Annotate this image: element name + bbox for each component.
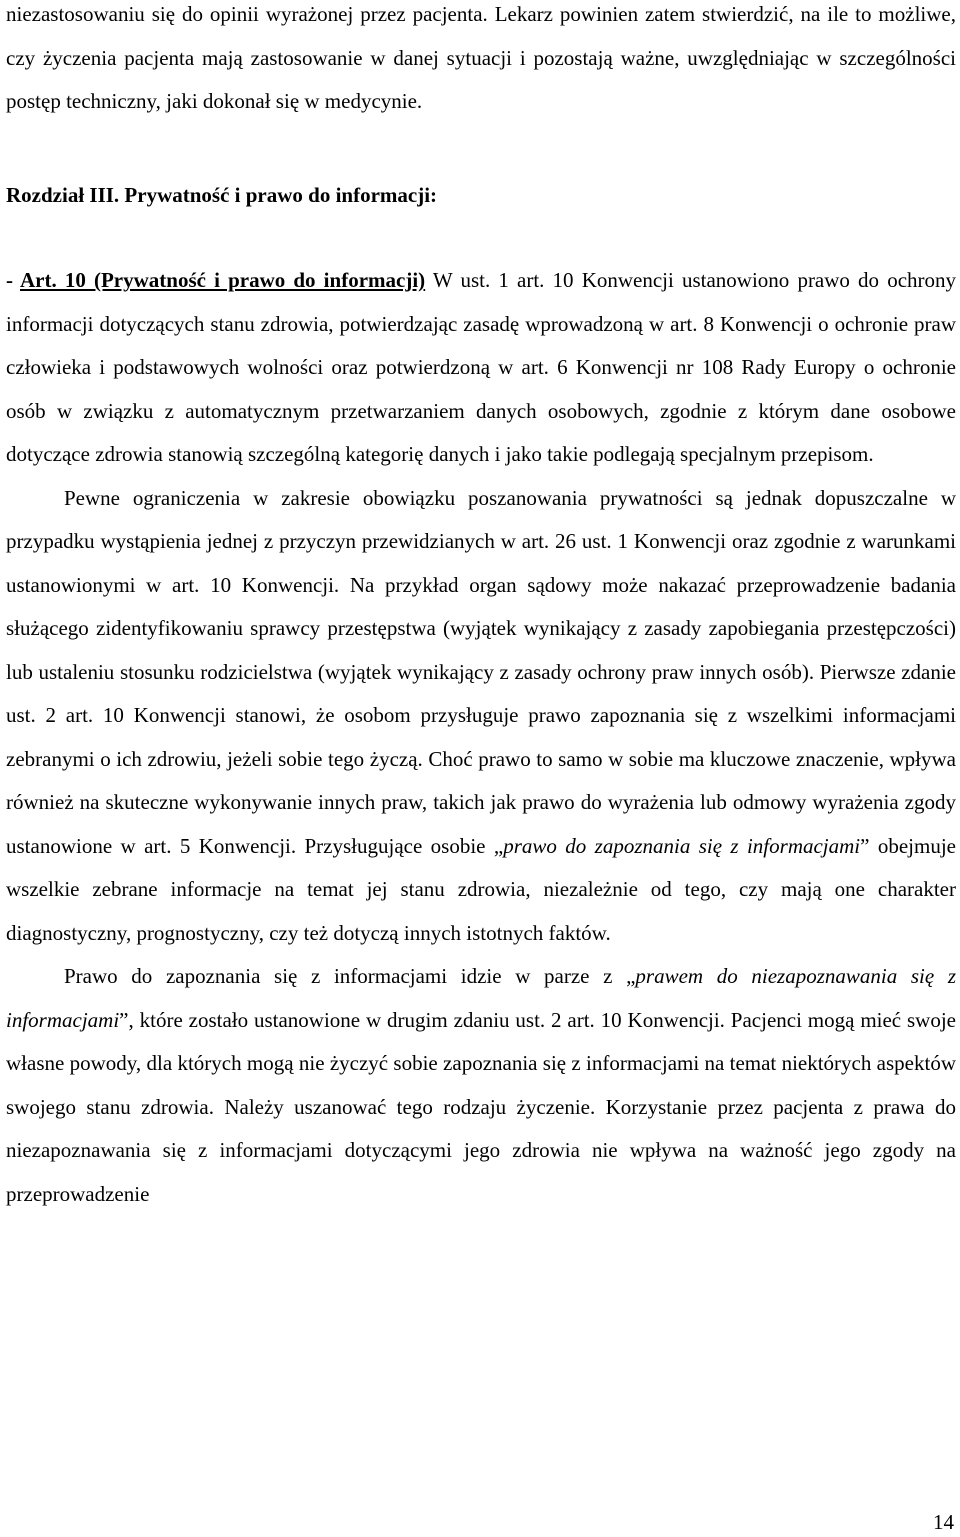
- paragraph-right-not-to-know: [6, 955, 956, 1216]
- paragraph-intro-text: niezastosowaniu się do opinii wyrażonej przez pacjenta. Lekarz powinien zatem stwierdzić, na ile to możliwe, czy życzenia pacjenta mają zastosowanie w danej sytuacji i pozostają ważne, uwzględniając w szczególności postęp techniczny, jaki dokonał się w medycynie.: [6, 2, 956, 113]
- chapter-heading: Rozdział III. Prywatność i prawo do informacji:: [6, 182, 438, 207]
- paragraph-limitations-italic: prawo do zapoznania się z informacjami: [503, 833, 861, 858]
- paragraph-limitations-text-b: ” obejmuje wszelkie zebrane informacje na temat jej stanu zdrowia, niezależnie od tego, czy mają one charakter diagnostyczny, prognostyczny, czy też dotyczą innych istotnych faktów.: [6, 833, 956, 945]
- paragraph-limitations: [6, 477, 956, 956]
- page-number: 14: [933, 1510, 954, 1534]
- article-heading: Art. 10 (Prywatność i prawo do informacji): [19, 268, 426, 292]
- paragraph-right-not-to-know-text-a: Prawo do zapoznania się z informacjami idzie w parze z „: [64, 964, 636, 988]
- list-dash: -: [6, 268, 20, 292]
- paragraph-intro: [6, 0, 956, 124]
- document-page: [6, 0, 956, 1216]
- paragraph-limitations-text-a: Pewne ograniczenia w zakresie obowiązku poszanowania prywatności są jednak dopuszczalne w przypadku wystąpienia jednej z przyczyn przewidzianych w art. 26 ust. 1 Konwencji oraz zgodnie z warunkami ustanowionymi w art. 10 Konwencji. Na przykład organ sądowy może nakazać przeprowadzenie badania służącego zidentyfikowaniu sprawcy przestępstwa (wyjątek wynikający z zasady zapobiegania przestępczości) lub ustaleniu stosunku rodzicielstwa (wyjątek wynikający z zasady ochrony praw innych osób). Pierwsze zdanie ust. 2 art. 10 Konwencji stanowi, że osobom przysługuje prawo zapoznania się z wszelkimi informacjami zebranymi o ich zdrowiu, jeżeli sobie tego życzą. Choć prawo to samo w sobie ma kluczowe znaczenie, wpływa również na skuteczne wykonywanie innych praw, takich jak prawo do wyrażenia lub odmowy wyrażenia zgody ustanowione w art. 5 Konwencji. Przysługujące osobie „: [6, 485, 956, 858]
- paragraph-art-10-text: W ust. 1 art. 10 Konwencji ustanowiono prawo do ochrony informacji dotyczących stanu zdrowia, potwierdzając zasadę wprowadzoną w art. 8 Konwencji o ochronie praw człowieka i podstawowych wolności oraz potwierdzoną w art. 6 Konwencji nr 108 Rady Europy o ochronie osób w związku z automatycznym przetwarzaniem danych osobowych, zgodnie z którym dane osobowe dotyczące zdrowia stanowią szczególną kategorię danych i jako takie podlegają specjalnym przepisom.: [6, 268, 957, 466]
- paragraph-right-not-to-know-text-b: ”, które zostało ustanowione w drugim zdaniu ust. 2 art. 10 Konwencji. Pacjenci mogą mieć swoje własne powody, dla których mogą nie życzyć sobie zapoznania się z informacjami na temat niektórych aspektów swojego stanu zdrowia. Należy uszanować tego rodzaju życzenie. Korzystanie przez pacjenta z prawa do niezapoznawania się z informacjami dotyczącymi jego zdrowia nie wpływa na ważność jego zgody na przeprowadzenie: [6, 1007, 956, 1206]
- paragraph-right-not-to-know-italic: prawem do niezapoznawania się z informacjami: [6, 964, 956, 1032]
- paragraph-art-10: [6, 259, 956, 477]
